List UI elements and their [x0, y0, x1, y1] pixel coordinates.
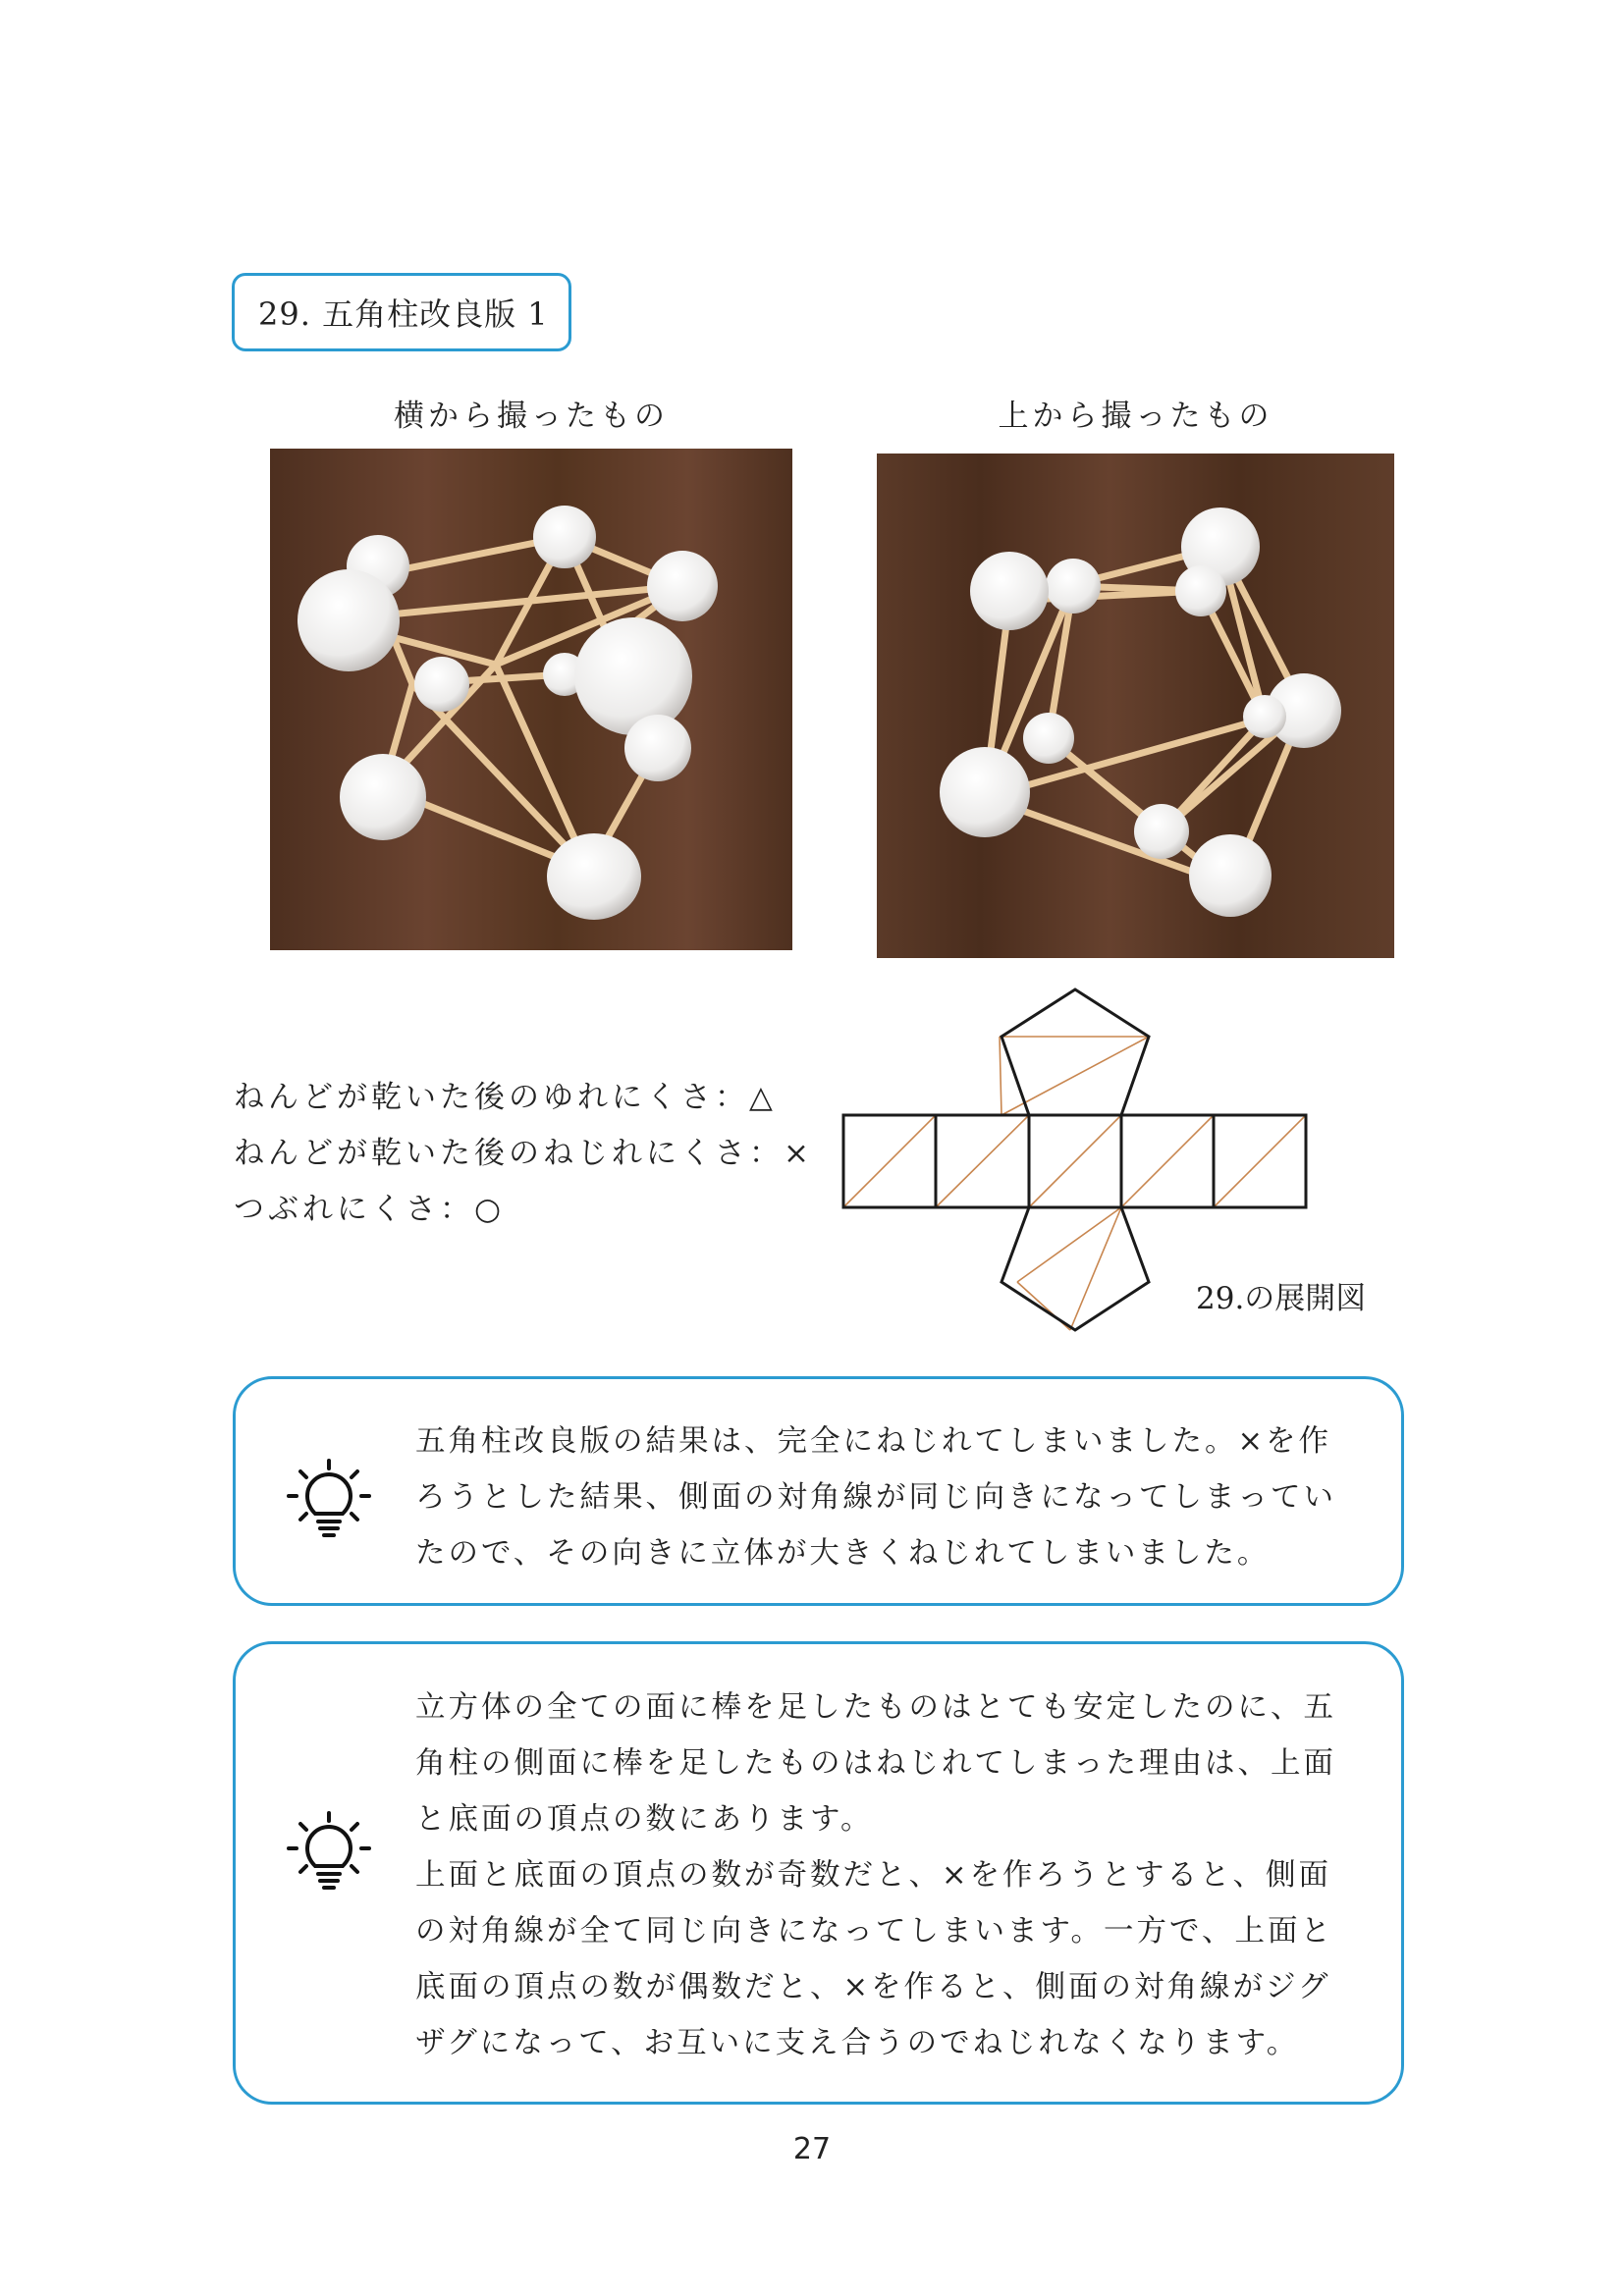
rating-shake: ねんどが乾いた後のゆれにくさ：△: [234, 1080, 777, 1115]
note-2-line: ザグになって、お互いに支え合うのでねじれなくなります。: [415, 2026, 1300, 2060]
page-number: 27: [792, 2132, 832, 2166]
note-1-line: たので、その向きに立体が大きくねじれてしまいました。: [415, 1536, 1271, 1571]
note-1-line: 五角柱改良版の結果は、完全にねじれてしまいました。×を作: [415, 1424, 1332, 1459]
top-view-photo: [877, 454, 1394, 958]
note-2-line: 立方体の全ての面に棒を足したものはとても安定したのに、五: [415, 1690, 1336, 1725]
side-photo-caption: 横から撮ったもの: [394, 399, 669, 434]
lightbulb-icon: [285, 1809, 373, 1901]
rating-crush: つぶれにくさ：○: [234, 1192, 506, 1227]
note-2-line: 底面の頂点の数が偶数だと、×を作ると、側面の対角線がジグ: [415, 1970, 1331, 2004]
note-box-2: [233, 1641, 1404, 2105]
rating-twist: ねんどが乾いた後のねじれにくさ：×: [234, 1136, 813, 1171]
note-2-text: [415, 1680, 1336, 2071]
note-1-text: [415, 1414, 1336, 1581]
section-title-box: [232, 273, 571, 351]
note-2-line: 角柱の側面に棒を足したものはねじれてしまった理由は、上面: [415, 1746, 1336, 1781]
lightbulb-icon: [285, 1457, 373, 1549]
note-1-line: ろうとした結果、側面の対角線が同じ向きになってしまってい: [415, 1480, 1336, 1515]
note-box-1: [233, 1376, 1404, 1606]
ratings-list: [234, 1070, 813, 1238]
section-title: 29. 五角柱改良版 1: [258, 295, 549, 333]
top-photo-caption: 上から撮ったもの: [998, 399, 1273, 434]
side-view-photo: [270, 449, 792, 950]
note-2-line: 上面と底面の頂点の数が奇数だと、×を作ろうとすると、側面: [415, 1858, 1332, 1893]
note-2-line: の対角線が全て同じ向きになってしまいます。一方で、上面と: [415, 1914, 1333, 1949]
note-2-line: と底面の頂点の数にあります。: [415, 1802, 874, 1837]
net-diagram-caption: 29.の展開図: [1196, 1281, 1367, 1316]
